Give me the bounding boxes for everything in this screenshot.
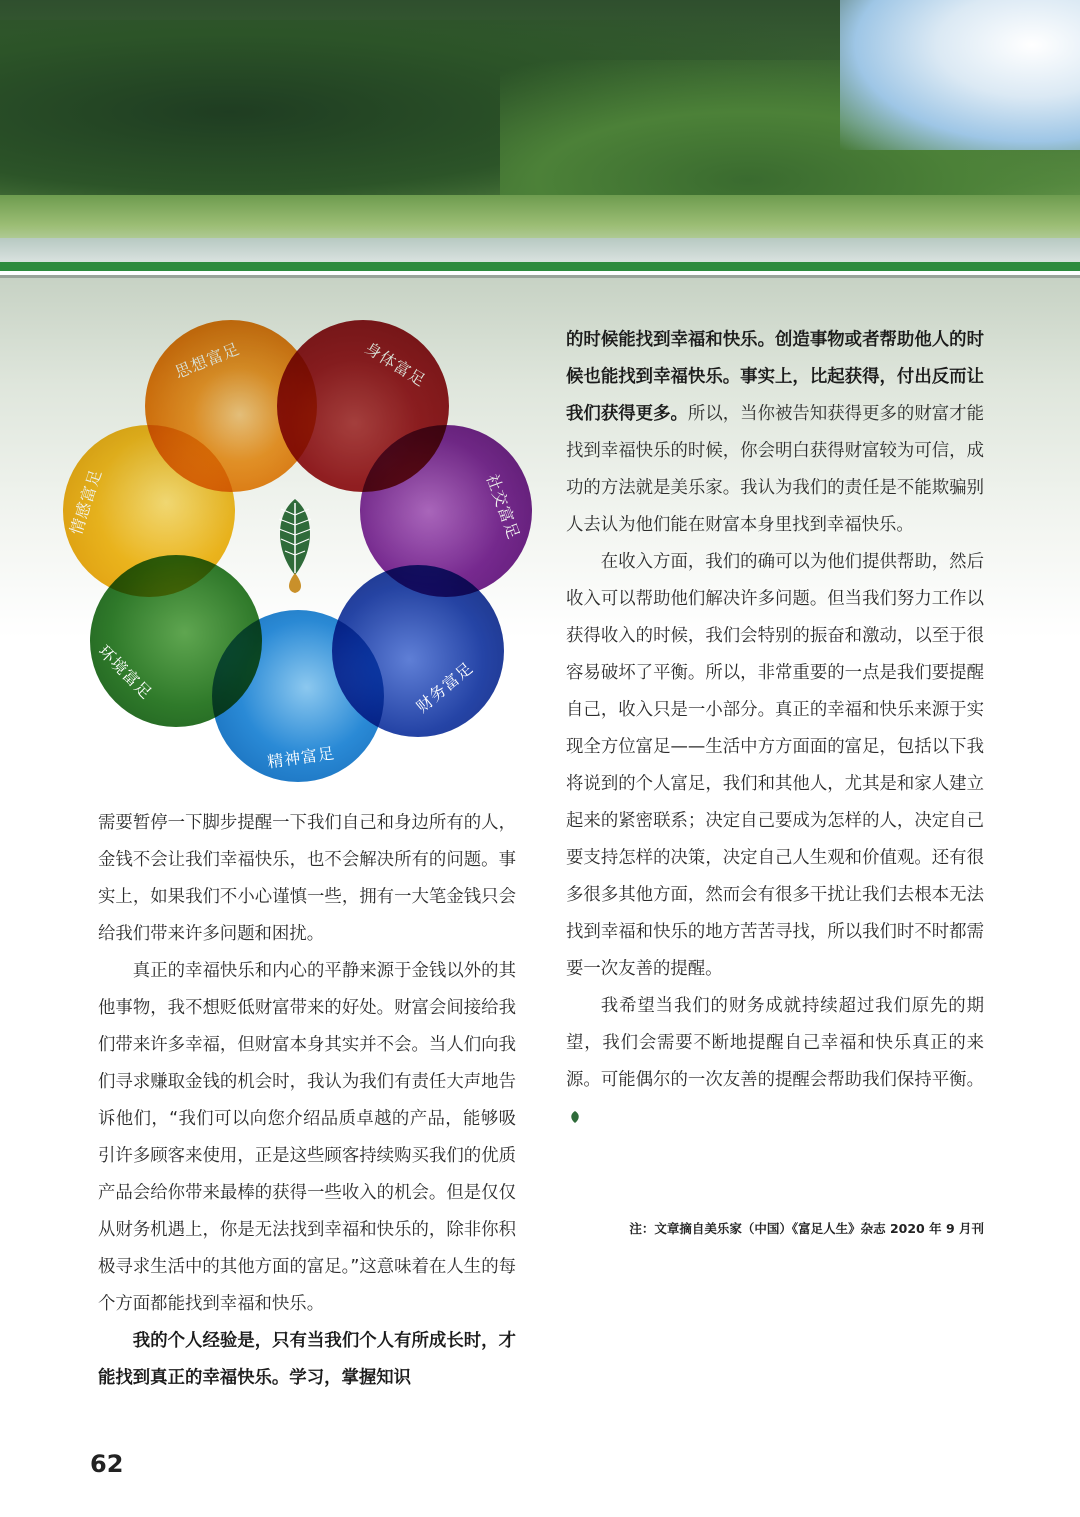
circle-label-think: 思想富足 [172, 338, 243, 382]
right-paragraph-3-text: 我希望当我们的财务成就持续超过我们原先的期望，我们会需要不断地提醒自己幸福和快乐真正的来源。可能偶尔的一次友善的提醒会帮助我们保持平衡。 [566, 996, 984, 1090]
leaf-drop-logo [265, 495, 325, 595]
circle-label-body: 身体富足 [361, 338, 430, 391]
header-landscape-photo [0, 0, 1080, 262]
right-paragraph-3 [566, 988, 984, 1136]
right-paragraph-1 [566, 322, 984, 544]
circle-label-env: 环境富足 [94, 641, 157, 703]
circle-label-emotion: 情感富足 [66, 466, 106, 538]
circle-label-spirit: 精神富足 [266, 743, 337, 772]
circle-label-money: 财务富足 [412, 658, 477, 717]
leaf-end-mark-icon [569, 1110, 581, 1124]
left-paragraph-2: 真正的幸福快乐和内心的平静来源于金钱以外的其他事物，我不想贬低财富带来的好处。财富会间接给我们带来许多幸福，但财富本身其实并不会。当人们向我们寻求赚取金钱的机会时，我认为我们有责任大声地告诉他们，“我们可以向您介绍品质卓越的产品，能够吸引许多顾客来使用，正是这些顾客持续购买我们的优质产品会给你带来最棒的获得一些收入的机会。但是仅仅从财务机遇上，你是无法找到幸福和快乐的，除非你积极寻求生活中的其他方面的富足。”这意味着在人生的每个方面都能找到幸福和快乐。 [98, 961, 516, 1314]
lake-water [0, 238, 1080, 262]
right-paragraph-1-rest: 所以，当你被告知获得更多的财富才能找到幸福快乐的时候，你会明白获得财富较为可信，成功的方法就是美乐家。我认为我们的责任是不能欺骗别人去认为他们能在财富本身里找到幸福快乐。 [566, 404, 984, 535]
source-note: 注：文章摘自美乐家（中国）《富足人生》杂志 2020 年 9 月刊 [629, 1221, 984, 1236]
wellness-circles-graphic [60, 310, 530, 790]
circle-emotional-wealth [63, 425, 235, 597]
right-paragraph-1-bold: 的时候能找到幸福和快乐。创造事物或者帮助他人的时候也能找到幸福快乐。事实上，比起获得，付出反而让我们获得更多。 [566, 330, 984, 424]
right-text-column [566, 322, 984, 1136]
left-paragraph-3 [98, 1323, 516, 1397]
left-paragraph-3-bold: 我的个人经验是，只有当我们个人有所成长时，才能找到真正的幸福快乐。学习，掌握知识 [98, 1331, 516, 1388]
sky-clouds [840, 0, 1080, 150]
right-paragraph-2: 在收入方面，我们的确可以为他们提供帮助，然后收入可以帮助他们解决许多问题。但当我们努力工作以获得收入的时候，我们会特别的振奋和激动，以至于很容易破坏了平衡。所以，非常重要的一点是我们要提醒自己，收入只是一小部分。真正的幸福和快乐来源于实现全方位富足——生活中方方面面的富足，包括以下我将说到的个人富足，我们和其他人，尤其是和家人建立起来的紧密联系；决定自己要成为怎样的人，决定自己要支持怎样的决策，决定自己人生观和价值观。还有很多很多其他方面，然而会有很多干扰让我们去根本无法找到幸福和快乐的地方苦苦寻找，所以我们时不时都需要一次友善的提醒。 [566, 552, 984, 979]
page-number: 62 [90, 1450, 124, 1478]
left-paragraph-1: 需要暂停一下脚步提醒一下我们自己和身边所有的人，金钱不会让我们幸福快乐，也不会解决所有的问题。事实上，如果我们不小心谨慎一些，拥有一大笔金钱只会给我们带来许多问题和困扰。 [98, 813, 516, 944]
circle-label-social: 社交富足 [482, 471, 524, 543]
green-divider-stripe [0, 262, 1080, 271]
left-text-column [98, 805, 516, 1397]
